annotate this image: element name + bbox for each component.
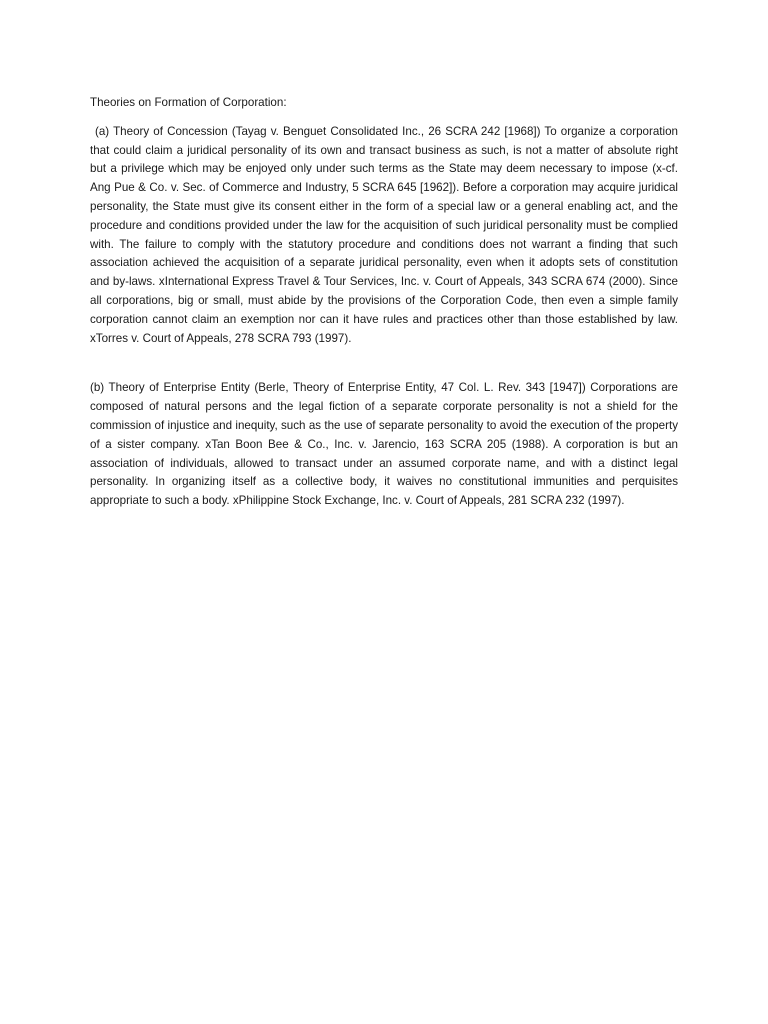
paragraph-theory-of-enterprise-entity: (b) Theory of Enterprise Entity (Berle, Theory of Enterprise Entity, 47 Col. L. Rev. 343 [1947]) Corporations are composed of natural persons and the legal fiction of a separate corporate personality is not a shield for the commission of injustice and inequity, such as the use of separate personality to avoid the execution of the property of a sister company. xTan Boon Bee & Co., Inc. v. Jarencio, 163 SCRA 205 (1988). A corporation is but an association of individuals, allowed to transact under an assumed corporate name, and with a distinct legal personality. In organizing itself as a collective body, it waives no constitutional immunities and perquisites appropriate to such a body. xPhilippine Stock Exchange, Inc. v. Court of Appeals, 281 SCRA 232 (1997). xyxy=(90,381,678,508)
paragraph-theory-of-concession: (a) Theory of Concession (Tayag v. Benguet Consolidated Inc., 26 SCRA 242 [1968]) To organize a corporation that could claim a juridical personality of its own and transact business as such, is not a matter of absolute right but a privilege which may be enjoyed only under such terms as the State may deem necessary to impose (x-cf. Ang Pue & Co. v. Sec. of Commerce and Industry, 5 SCRA 645 [1962]). Before a corporation may acquire juridical personality, the State must give its consent either in the form of a special law or a general enabling act, and the procedure and conditions provided under the law for the acquisition of such juridical personality must be complied with. The failure to comply with the statutory procedure and conditions does not warrant a finding that such association achieved the acquisition of a separate juridical personality, even when it adopts sets of constitution and by-laws. xInternational Express Travel & Tour Services, Inc. v. Court of Appeals, 343 SCRA 674 (2000). Since all corporations, big or small, must abide by the provisions of the Corporation Code, then even a simple family corporation cannot claim an exemption nor can it have rules and practices other than those established by law. xTorres v. Court of Appeals, 278 SCRA 793 (1997). xyxy=(90,124,678,345)
document-heading: Theories on Formation of Corporation: xyxy=(90,96,287,109)
document-body xyxy=(90,94,678,511)
